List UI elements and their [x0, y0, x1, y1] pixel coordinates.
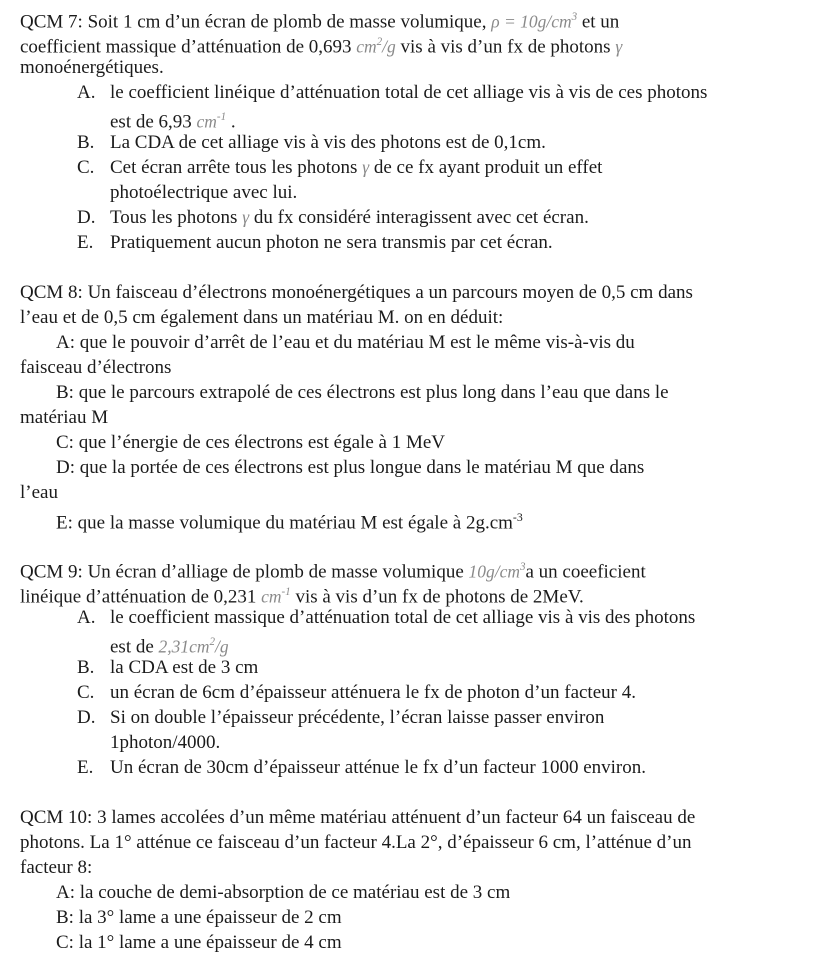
list-letter: D. — [77, 207, 96, 228]
text-line — [20, 130, 826, 155]
text-line — [20, 305, 826, 330]
text-segment: est de — [110, 636, 159, 658]
text-line — [20, 630, 826, 658]
text-segment: vis à vis d’un fx de photons de 2MeV. — [290, 586, 584, 608]
text-segment: A: la couche de demi-absorption de ce matériau est de 3 cm — [56, 882, 511, 903]
text-line — [20, 55, 826, 80]
text-segment: C: que l’énergie de ces électrons est égale à 1 MeV — [56, 432, 445, 453]
text-line — [20, 730, 826, 755]
text-line — [20, 605, 826, 630]
list-letter: B. — [77, 132, 95, 153]
text-segment: . — [226, 111, 236, 133]
math-superscript: 2 — [376, 36, 383, 48]
text-line — [20, 580, 826, 608]
text-segment: Cet écran arrête tous les photons — [110, 157, 363, 178]
text-segment: le coefficient massique d’atténuation total de cet alliage vis à vis des photons — [110, 607, 696, 628]
text-segment: un écran de 6cm d’épaisseur atténuera le fx de photon d’un facteur 4. — [110, 682, 636, 703]
text-segment: La CDA de cet alliage vis à vis des photons est de 0,1cm. — [110, 132, 546, 153]
list-letter: D. — [77, 707, 96, 728]
text-segment: photons. La 1° atténue ce faisceau d’un facteur 4.La 2°, d’épaisseur 6 cm, l’atténue d’un — [20, 832, 692, 853]
text-segment: C: la 1° lame a une épaisseur de 4 cm — [56, 932, 342, 953]
math-inline: cm — [356, 36, 377, 57]
math-inline: /g — [382, 36, 396, 57]
text-line — [20, 180, 826, 205]
text-segment: faisceau d’électrons — [20, 357, 172, 378]
text-line — [20, 855, 826, 880]
blank-line — [20, 780, 826, 805]
math-inline: cm — [196, 111, 217, 132]
text-line — [20, 230, 826, 255]
math-inline: γ — [615, 36, 623, 57]
text-segment: l’eau et de 0,5 cm également dans un matériau M. on en déduit: — [20, 307, 504, 328]
blank-line — [20, 530, 826, 555]
text-segment: matériau M — [20, 407, 109, 428]
text-segment: et un — [577, 11, 620, 33]
text-segment: du fx considéré interagissent avec cet écran. — [249, 207, 589, 228]
list-letter: A. — [77, 82, 96, 103]
text-line — [20, 930, 826, 955]
text-segment: le coefficient linéique d’atténuation total de cet alliage vis à vis de ces photons — [110, 82, 708, 103]
text-segment: coefficient massique d’atténuation de 0,693 — [20, 36, 357, 58]
text-segment: la CDA est de 3 cm — [110, 657, 259, 678]
math-inline: γ — [362, 157, 370, 177]
text-segment: B: que le parcours extrapolé de ces électrons est plus long dans l’eau que dans le — [56, 382, 669, 403]
list-letter: C. — [77, 682, 95, 703]
math-superscript: 3 — [519, 561, 526, 573]
math-inline: /g — [215, 636, 229, 657]
text-line — [20, 30, 826, 58]
math-inline: 10g/cm — [468, 561, 520, 582]
text-segment: QCM 9: Un écran d’alliage de plomb de masse volumique — [20, 561, 469, 583]
text-line — [20, 755, 826, 780]
text-segment: Un écran de 30cm d’épaisseur atténue le fx d’un facteur 1000 environ. — [110, 757, 647, 778]
text-segment: est de 6,93 — [110, 111, 197, 133]
math-superscript: -1 — [216, 111, 227, 123]
text-line — [20, 430, 826, 455]
text-line — [20, 155, 826, 180]
text-segment: A: que le pouvoir d’arrêt de l’eau et du matériau M est le même vis-à-vis du — [56, 332, 635, 353]
text-line — [20, 280, 826, 305]
text-segment: E: que la masse volumique du matériau M est égale à 2g.cm — [56, 512, 513, 534]
text-segment: B: la 3° lame a une épaisseur de 2 cm — [56, 907, 342, 928]
math-inline: γ — [242, 207, 250, 227]
text-segment: a un coeeficient — [525, 561, 646, 583]
math-inline: cm — [261, 586, 282, 607]
text-segment: photoélectrique avec lui. — [110, 182, 298, 203]
list-letter: E. — [77, 757, 94, 778]
list-letter: C. — [77, 157, 95, 178]
text-line — [20, 330, 826, 355]
text-segment: Pratiquement aucun photon ne sera transmis par cet écran. — [110, 232, 553, 253]
superscript-text: -3 — [512, 511, 523, 524]
text-line — [20, 555, 826, 583]
math-superscript: 3 — [571, 11, 578, 23]
list-letter: E. — [77, 232, 94, 253]
math-superscript: 2 — [209, 636, 216, 648]
text-line — [20, 105, 826, 133]
text-line — [20, 455, 826, 480]
text-segment: de ce fx ayant produit un effet — [369, 157, 603, 178]
list-letter: A. — [77, 607, 96, 628]
text-segment: Tous les photons — [110, 207, 243, 228]
text-segment: D: que la portée de ces électrons est plus longue dans le matériau M que dans — [56, 457, 645, 478]
text-line — [20, 830, 826, 855]
text-segment: vis à vis d’un fx de photons — [395, 36, 616, 58]
text-line — [20, 705, 826, 730]
text-line — [20, 405, 826, 430]
text-line — [20, 680, 826, 705]
blank-line — [20, 255, 826, 280]
math-inline: ρ = 10g/cm — [491, 11, 572, 32]
text-line — [20, 355, 826, 380]
text-line — [20, 805, 826, 830]
text-line — [20, 80, 826, 105]
text-segment: facteur 8: — [20, 857, 93, 878]
text-segment: Si on double l’épaisseur précédente, l’écran laisse passer environ — [110, 707, 605, 728]
math-superscript: -1 — [281, 586, 291, 598]
text-segment: QCM 7: Soit 1 cm d’un écran de plomb de masse volumique, — [20, 11, 492, 33]
math-inline: 2,31cm — [158, 636, 210, 657]
text-line — [20, 655, 826, 680]
text-line — [20, 5, 826, 33]
text-segment: monoénergétiques. — [20, 57, 164, 78]
list-letter: B. — [77, 657, 95, 678]
text-line — [20, 205, 826, 230]
text-line — [20, 480, 826, 505]
text-segment: linéique d’atténuation de 0,231 — [20, 586, 262, 608]
text-segment: QCM 8: Un faisceau d’électrons monoénergétiques a un parcours moyen de 0,5 cm dans — [20, 282, 693, 303]
text-segment: 1photon/4000. — [110, 732, 221, 753]
text-line — [20, 505, 826, 534]
text-line — [20, 905, 826, 930]
text-segment: l’eau — [20, 482, 58, 503]
text-line — [20, 380, 826, 405]
text-line — [20, 880, 826, 905]
text-segment: QCM 10: 3 lames accolées d’un même matériau atténuent d’un facteur 64 un faisceau de — [20, 807, 696, 828]
